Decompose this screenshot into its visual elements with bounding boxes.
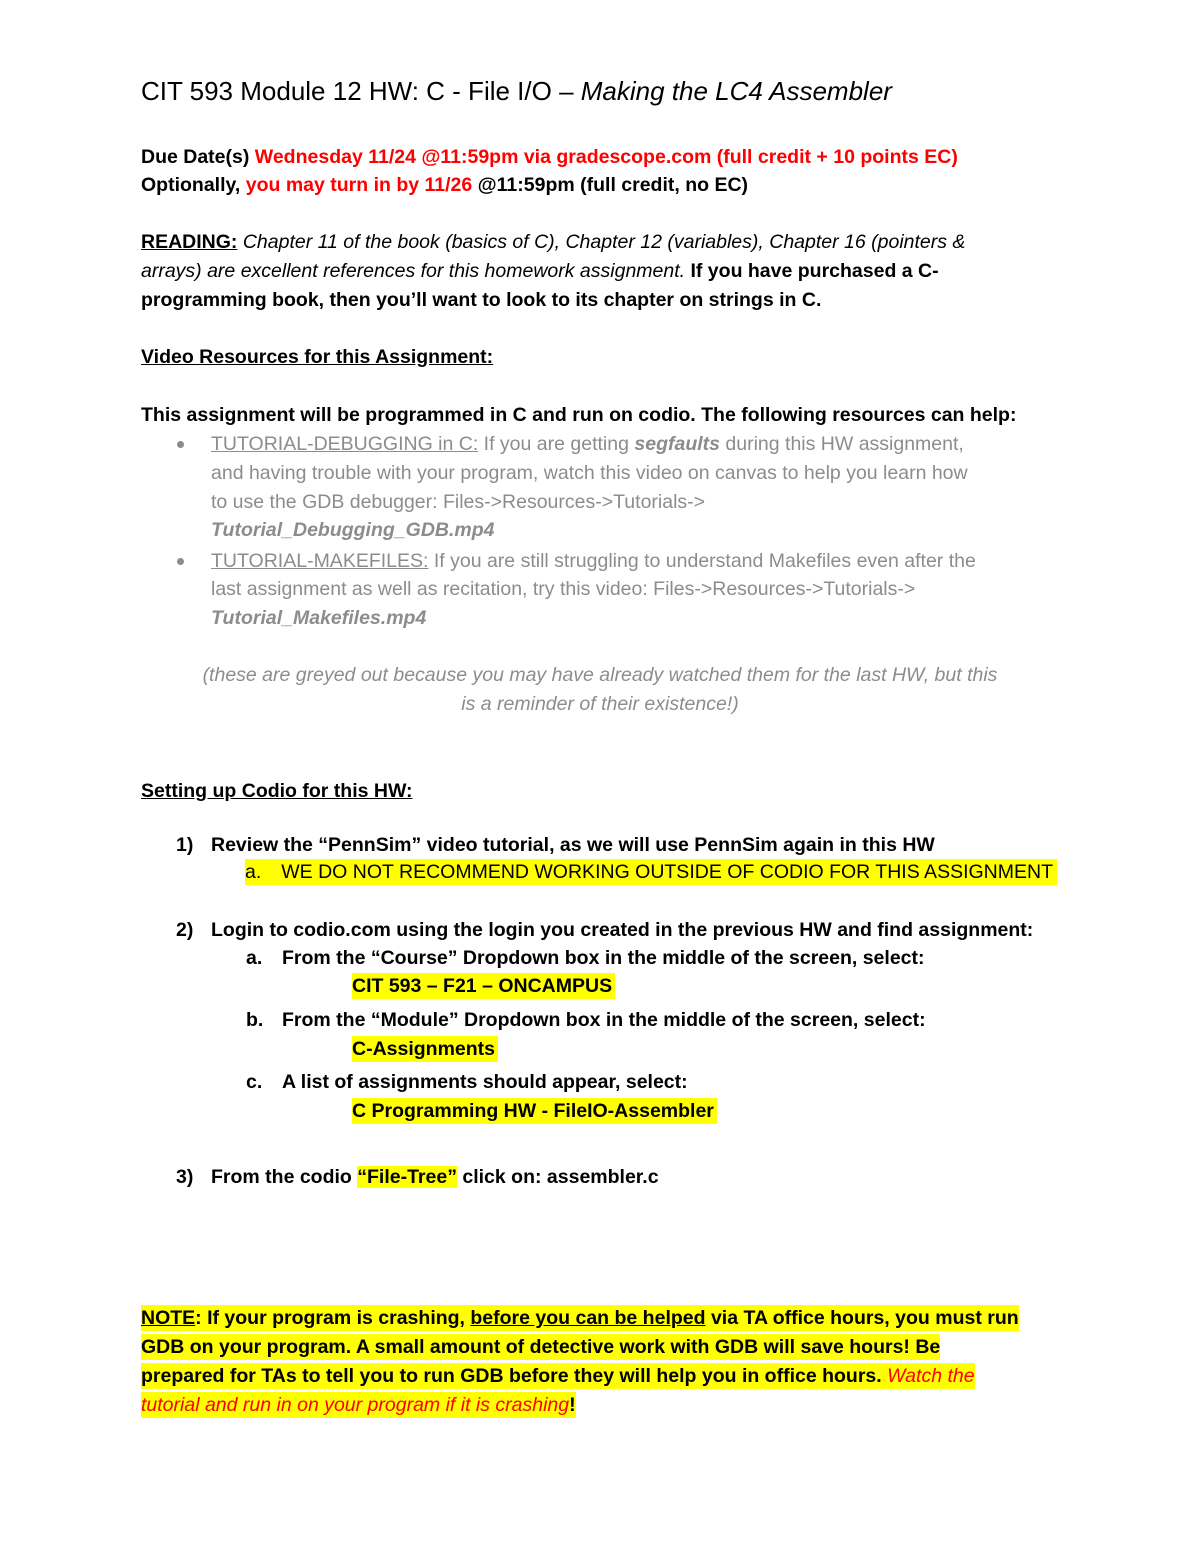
note-line-4-end: ! — [569, 1394, 576, 1416]
due-date-line — [141, 144, 958, 170]
note-line-1 — [141, 1305, 1019, 1331]
video-resources-heading: Video Resources for this Assignment: — [141, 346, 494, 368]
assembler-file: assembler.c — [546, 1166, 659, 1188]
step-3-text-b: click on: — [456, 1166, 547, 1188]
optional-date: you may turn in by 11/26 — [245, 174, 473, 196]
tutorial-debugging-line-2: and having trouble with your program, watch this video on canvas to help you learn how — [211, 462, 968, 484]
reading-label: READING: — [141, 231, 238, 253]
greyed-note-line-1: (these are greyed out because you may have already watched them for the last HW, but this — [202, 664, 998, 686]
optional-due-line — [141, 172, 748, 198]
step-2b-text: From the “Module” Dropdown box in the middle of the screen, select: — [282, 1009, 926, 1031]
step-1a-text: WE DO NOT RECOMMEND WORKING OUTSIDE OF CODIO FOR THIS ASSIGNMENT — [281, 861, 1053, 883]
note-underlined: before you can be helped — [470, 1307, 706, 1329]
assignment-value: C Programming HW - FileIO-Assembler — [352, 1098, 717, 1124]
video-resources-intro: This assignment will be programmed in C and run on codio. The following resources can help: — [141, 404, 1017, 426]
step-2-number: 2) — [176, 919, 194, 941]
note-line-4 — [141, 1392, 576, 1418]
reading-line-1 — [141, 229, 965, 255]
note-t2: via TA office hours, you must run — [705, 1307, 1019, 1329]
segfaults-emphasis: segfaults — [634, 433, 720, 455]
step-3-text — [211, 1164, 659, 1190]
step-2c-label: c. — [246, 1071, 263, 1093]
reading-line-3: programming book, then you’ll want to look to its chapter on strings in C. — [141, 289, 822, 311]
tutorial-makefiles-link[interactable]: TUTORIAL-MAKEFILES: — [211, 550, 429, 572]
step-1-number: 1) — [176, 834, 194, 856]
step-1a-warning — [245, 859, 1057, 885]
step-1-text: Review the “PennSim” video tutorial, as we will use PennSim again in this HW — [211, 834, 935, 856]
tutorial-debugging-file: Tutorial_Debugging_GDB.mp4 — [211, 519, 495, 541]
note-label: NOTE — [141, 1307, 196, 1329]
note-line-4-text: tutorial and run in on your program if it is crashing — [141, 1394, 570, 1416]
optional-label: Optionally, — [141, 174, 246, 196]
step-2b-label: b. — [246, 1009, 264, 1031]
document-title — [141, 74, 892, 108]
title-italic: Making the LC4 Assembler — [580, 76, 892, 106]
tutorial-makefiles-text-a: If you are still struggling to understand Makefiles even after the — [428, 550, 976, 572]
tutorial-debugging-text-b: during this HW assignment, — [719, 433, 964, 455]
step-3-number: 3) — [176, 1166, 194, 1188]
due-date-value: Wednesday 11/24 @11:59pm via gradescope.com (full credit + 10 points EC) — [254, 146, 958, 168]
title-main: CIT 593 Module 12 HW: C - File I/O – — [141, 76, 581, 106]
course-value: CIT 593 – F21 – ONCAMPUS — [352, 973, 615, 999]
greyed-note-line-2: is a reminder of their existence!) — [461, 693, 739, 715]
step-3-text-a: From the codio — [211, 1166, 358, 1188]
reading-italic-1: Chapter 11 of the book (basics of C), Chapter 12 (variables), Chapter 16 (pointers & — [237, 231, 966, 253]
tutorial-debugging-text-a: If you are getting — [478, 433, 635, 455]
step-2a-label: a. — [246, 947, 263, 969]
tutorial-makefiles-line-2: last assignment as well as recitation, try this video: Files->Resources->Tutorials-> — [211, 578, 916, 600]
step-2c-text: A list of assignments should appear, select: — [282, 1071, 688, 1093]
bullet-icon — [177, 558, 184, 565]
setup-heading: Setting up Codio for this HW: — [141, 780, 413, 802]
step-2a-text: From the “Course” Dropdown box in the middle of the screen, select: — [282, 947, 925, 969]
note-line-2: GDB on your program. A small amount of detective work with GDB will save hours! Be — [141, 1336, 941, 1358]
note-line-3a: prepared for TAs to tell you to run GDB before they will help you in office hours. — [141, 1365, 888, 1387]
tutorial-makefiles-file: Tutorial_Makefiles.mp4 — [211, 607, 427, 629]
tutorial-makefiles-line-1 — [211, 548, 976, 574]
note-t1: : If your program is crashing, — [195, 1307, 471, 1329]
reading-line-2 — [141, 258, 939, 284]
reading-rest-2: If you have purchased a C- — [685, 260, 939, 282]
tutorial-debugging-line-1 — [211, 431, 964, 457]
step-1a-label: a. — [245, 861, 262, 883]
module-value: C-Assignments — [352, 1036, 498, 1062]
file-tree-highlight: “File-Tree” — [357, 1166, 457, 1188]
tutorial-debugging-link[interactable]: TUTORIAL-DEBUGGING in C: — [211, 433, 479, 455]
optional-rest: @11:59pm (full credit, no EC) — [472, 174, 749, 196]
step-2-text: Login to codio.com using the login you created in the previous HW and find assignment: — [211, 919, 1034, 941]
due-date-label: Due Date(s) — [141, 146, 255, 168]
tutorial-debugging-line-3: to use the GDB debugger: Files->Resources->Tutorials-> — [211, 491, 706, 513]
bullet-icon — [177, 441, 184, 448]
note-line-3 — [141, 1363, 975, 1389]
note-line-3b: Watch the — [887, 1365, 975, 1387]
reading-italic-2: arrays) are excellent references for this homework assignment. — [141, 260, 686, 282]
